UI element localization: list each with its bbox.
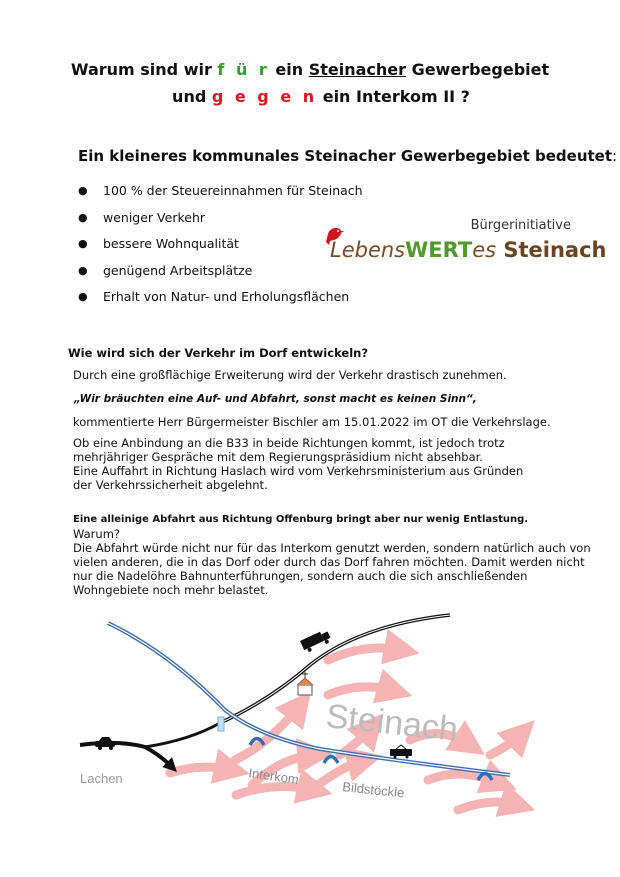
map-label-steinach: Steinach: [324, 697, 460, 749]
main-heading-line1: Warum sind wir f ü r ein Steinacher Gewerbegebiet: [70, 60, 550, 79]
road-ramp: [145, 723, 220, 747]
truck-icon: [300, 629, 332, 654]
map-label-bildstoeckle: Bildstöckle: [341, 779, 406, 801]
list-item: ● Erhalt von Natur- und Erholungsflächen: [78, 289, 350, 304]
traffic-bold-line: Eine alleinige Abfahrt aus Richtung Offenburg bringt aber nur wenig Entlastung.: [73, 514, 529, 525]
list-item: ● genügend Arbeitsplätze: [78, 262, 253, 278]
map-label-interkom: Interkom: [247, 765, 300, 788]
traffic-paragraph-3: Ob eine Anbindung an die B33 in beide Richtungen kommt, ist jedoch trotz mehrjähriger Gespräche mit dem Regierungspräsidium nicht absehbar. Eine Auffahrt in Richtung Haslach wird vom Verkehrsministerium aus Gründen der Verkehrssicherheit abgelehnt.: [73, 436, 524, 492]
traffic-paragraph-1: Durch eine großflächige Erweiterung wird der Verkehr drastisch zunehmen.: [73, 368, 507, 382]
traffic-map: [60, 605, 620, 877]
car-icon: [95, 737, 115, 750]
mayor-quote: „Wir bräuchten eine Auf- und Abfahrt, sonst macht es keinen Sinn“,: [74, 393, 477, 405]
logo-subtitle: Bürgerinitiative: [470, 218, 571, 233]
initiative-logo: [320, 218, 607, 268]
list-item: ● 100 % der Steuereinnahmen für Steinach: [78, 183, 363, 198]
logo-wordmark: LebensWERTes Steinach: [330, 238, 607, 262]
train-icon: [390, 745, 412, 759]
traffic-paragraph-4: Warum? Die Abfahrt würde nicht nur für das Interkom genutzt werden, sondern natürlich auch von vielen anderen, die in das Dorf oder durch das Dorf fahren möchten. Damit werden nicht nur die Nadelöhre Bahnunterführungen, sondern auch die sich anschließenden Wohngebiete noch mehr belastet.: [73, 527, 591, 597]
bridge-marker: [218, 717, 224, 731]
traffic-question: Wie wird sich der Verkehr im Dorf entwickeln?: [68, 346, 369, 360]
traffic-paragraph-2: kommentierte Herr Bürgermeister Bischler am 15.01.2022 im OT die Verkehrslage.: [73, 415, 551, 429]
map-label-lachen: Lachen: [80, 771, 123, 786]
benefits-heading: Ein kleineres kommunales Steinacher Gewerbegebiet bedeutet:: [78, 147, 618, 165]
list-item: ● bessere Wohnqualität: [78, 236, 239, 251]
main-heading-line2: und g e g e n ein Interkom II ?: [172, 87, 470, 106]
list-item: ● weniger Verkehr: [78, 209, 206, 225]
road-lachen: [80, 743, 172, 767]
